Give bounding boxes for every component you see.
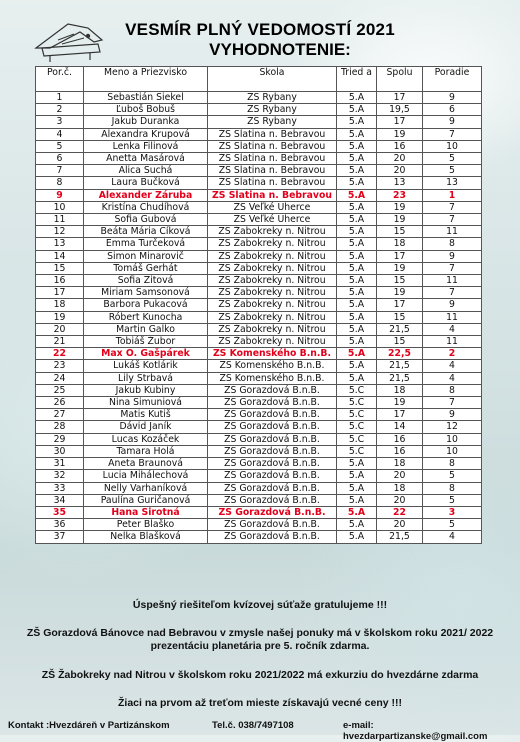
total-score: 19 bbox=[377, 201, 423, 213]
rank: 8 bbox=[423, 458, 482, 470]
gorazdova-prize-message bbox=[0, 627, 520, 653]
rank: 9 bbox=[423, 409, 482, 421]
footer-email[interactable]: e-mail: hvezdarpartizanske@gmail.com bbox=[343, 720, 488, 742]
school-name: ZŠ Žabokreky n. Nitrou bbox=[208, 262, 337, 274]
school-name: ZŠ Gorazdová B.n.B. bbox=[208, 397, 337, 409]
column-header-class: Tried a bbox=[337, 67, 377, 92]
rank: 9 bbox=[423, 250, 482, 262]
rank: 12 bbox=[423, 421, 482, 433]
rank: 5 bbox=[423, 470, 482, 482]
row-number: 7 bbox=[36, 165, 84, 177]
rank: 8 bbox=[423, 482, 482, 494]
participant-name: Barbora Pukacová bbox=[84, 299, 208, 311]
row-number: 6 bbox=[36, 153, 84, 165]
table-row bbox=[36, 262, 482, 274]
row-number: 10 bbox=[36, 201, 84, 213]
total-score: 16 bbox=[377, 140, 423, 152]
school-name: ZŠ Gorazdová B.n.B. bbox=[208, 470, 337, 482]
participant-name: Šimon Minarovič bbox=[84, 250, 208, 262]
total-score: 17 bbox=[377, 116, 423, 128]
participant-name: Alica Suchá bbox=[84, 165, 208, 177]
row-number: 22 bbox=[36, 348, 84, 360]
rank: 5 bbox=[423, 165, 482, 177]
school-name: ZŠ Žabokreky n. Nitrou bbox=[208, 226, 337, 238]
row-number: 12 bbox=[36, 226, 84, 238]
table-row bbox=[36, 177, 482, 189]
row-number: 20 bbox=[36, 323, 84, 335]
school-name: ZŠ Slatina n. Bebravou bbox=[208, 165, 337, 177]
participant-name: Lukáš Kotlárik bbox=[84, 360, 208, 372]
total-score: 21,5 bbox=[377, 323, 423, 335]
class: 5.A bbox=[337, 128, 377, 140]
gorazdova-line-2: prezentáciu planetária pre 5. ročník zdarma. bbox=[150, 640, 370, 652]
row-number: 17 bbox=[36, 287, 84, 299]
row-number: 4 bbox=[36, 128, 84, 140]
class: 5.A bbox=[337, 189, 377, 201]
total-score: 23 bbox=[377, 189, 423, 201]
total-score: 14 bbox=[377, 421, 423, 433]
total-score: 19 bbox=[377, 262, 423, 274]
total-score: 19 bbox=[377, 214, 423, 226]
row-number: 35 bbox=[36, 506, 84, 518]
school-name: ZŠ Veľké Uherce bbox=[208, 201, 337, 213]
table-row bbox=[36, 116, 482, 128]
total-score: 17 bbox=[377, 409, 423, 421]
row-number: 8 bbox=[36, 177, 84, 189]
school-name: ZŠ Gorazdová B.n.B. bbox=[208, 519, 337, 531]
class: 5.A bbox=[337, 470, 377, 482]
row-number: 26 bbox=[36, 397, 84, 409]
rank: 9 bbox=[423, 299, 482, 311]
school-name: ZŠ Gorazdová B.n.B. bbox=[208, 421, 337, 433]
class: 5.A bbox=[337, 177, 377, 189]
rank: 7 bbox=[423, 262, 482, 274]
participant-name: Beáta Mária Číková bbox=[84, 226, 208, 238]
rank: 8 bbox=[423, 238, 482, 250]
participant-name: Lucia Mihálechová bbox=[84, 470, 208, 482]
rank: 10 bbox=[423, 445, 482, 457]
class: 5.C bbox=[337, 445, 377, 457]
class: 5.A bbox=[337, 275, 377, 287]
table-row bbox=[36, 482, 482, 494]
total-score: 20 bbox=[377, 165, 423, 177]
class: 5.A bbox=[337, 165, 377, 177]
table-row bbox=[36, 397, 482, 409]
class: 5.A bbox=[337, 482, 377, 494]
row-number: 15 bbox=[36, 262, 84, 274]
class: 5.C bbox=[337, 433, 377, 445]
row-number: 33 bbox=[36, 482, 84, 494]
table-row bbox=[36, 165, 482, 177]
school-name: ZŠ Gorazdová B.n.B. bbox=[208, 384, 337, 396]
table-row bbox=[36, 360, 482, 372]
participant-name: Miriam Samsonová bbox=[84, 287, 208, 299]
school-name: ZŠ Žabokreky n. Nitrou bbox=[208, 311, 337, 323]
column-header-number: Por.č. bbox=[36, 67, 84, 92]
school-name: ZŠ Rybany bbox=[208, 104, 337, 116]
total-score: 17 bbox=[377, 92, 423, 104]
class: 5.A bbox=[337, 458, 377, 470]
total-score: 13 bbox=[377, 177, 423, 189]
table-row bbox=[36, 153, 482, 165]
total-score: 15 bbox=[377, 311, 423, 323]
table-row bbox=[36, 458, 482, 470]
school-name: ZŠ Gorazdová B.n.B. bbox=[208, 494, 337, 506]
row-number: 24 bbox=[36, 372, 84, 384]
class: 5.C bbox=[337, 421, 377, 433]
total-score: 19 bbox=[377, 397, 423, 409]
class: 5.A bbox=[337, 92, 377, 104]
school-name: ZŠ Žabokreky n. Nitrou bbox=[208, 238, 337, 250]
row-number: 34 bbox=[36, 494, 84, 506]
total-score: 19 bbox=[377, 128, 423, 140]
total-score: 21,5 bbox=[377, 531, 423, 543]
rank: 8 bbox=[423, 384, 482, 396]
row-number: 16 bbox=[36, 275, 84, 287]
rank: 1 bbox=[423, 189, 482, 201]
class: 5.A bbox=[337, 140, 377, 152]
participant-name: Kristína Chudíhová bbox=[84, 201, 208, 213]
total-score: 15 bbox=[377, 336, 423, 348]
results-table bbox=[35, 66, 482, 544]
total-score: 21,5 bbox=[377, 372, 423, 384]
rank: 10 bbox=[423, 140, 482, 152]
participant-name: Nelly Varhaníková bbox=[84, 482, 208, 494]
zabokreky-prize-message: ZŠ Žabokreky nad Nitrou v školskom roku 2021/2022 má exkurziu do hvezdárne zdarma bbox=[41, 669, 479, 681]
total-score: 15 bbox=[377, 226, 423, 238]
total-score: 20 bbox=[377, 519, 423, 531]
row-number: 27 bbox=[36, 409, 84, 421]
class: 5.C bbox=[337, 397, 377, 409]
table-row bbox=[36, 250, 482, 262]
total-score: 17 bbox=[377, 299, 423, 311]
table-row bbox=[36, 275, 482, 287]
rank: 6 bbox=[423, 104, 482, 116]
participant-name: Jakub Duranka bbox=[84, 116, 208, 128]
class: 5.A bbox=[337, 531, 377, 543]
school-name: ZŠ Komenského B.n.B. bbox=[208, 348, 337, 360]
school-name: ZŠ Komenského B.n.B. bbox=[208, 372, 337, 384]
rank: 5 bbox=[423, 519, 482, 531]
row-number: 37 bbox=[36, 531, 84, 543]
school-name: ZŠ Gorazdová B.n.B. bbox=[208, 445, 337, 457]
school-name: ZŠ Slatina n. Bebravou bbox=[208, 153, 337, 165]
class: 5.C bbox=[337, 409, 377, 421]
class: 5.C bbox=[337, 384, 377, 396]
table-row bbox=[36, 311, 482, 323]
row-number: 13 bbox=[36, 238, 84, 250]
class: 5.A bbox=[337, 262, 377, 274]
page-title: VESMÍR PLNÝ VEDOMOSTÍ 2021 bbox=[125, 20, 395, 39]
table-row bbox=[36, 519, 482, 531]
rank: 9 bbox=[423, 116, 482, 128]
table-row bbox=[36, 433, 482, 445]
class: 5.A bbox=[337, 287, 377, 299]
participant-name: Jakub Kubiny bbox=[84, 384, 208, 396]
table-row bbox=[36, 494, 482, 506]
total-score: 22,5 bbox=[377, 348, 423, 360]
participant-name: Hana Sirotná bbox=[84, 506, 208, 518]
column-header-total: Spolu bbox=[377, 67, 423, 92]
rank: 3 bbox=[423, 506, 482, 518]
total-score: 18 bbox=[377, 384, 423, 396]
class: 5.A bbox=[337, 372, 377, 384]
class: 5.A bbox=[337, 336, 377, 348]
table-row bbox=[36, 323, 482, 335]
participant-name: Alexander Záruba bbox=[84, 189, 208, 201]
class: 5.A bbox=[337, 506, 377, 518]
table-row bbox=[36, 214, 482, 226]
participant-name: Sebastián Siekel bbox=[84, 92, 208, 104]
school-name: ZŠ Komenského B.n.B. bbox=[208, 360, 337, 372]
rank: 4 bbox=[423, 531, 482, 543]
table-row bbox=[36, 299, 482, 311]
school-name: ZŠ Slatina n. Bebravou bbox=[208, 140, 337, 152]
rank: 7 bbox=[423, 287, 482, 299]
row-number: 1 bbox=[36, 92, 84, 104]
school-name: ZŠ Žabokreky n. Nitrou bbox=[208, 323, 337, 335]
winner-row bbox=[36, 348, 482, 360]
participant-name: Tobiáš Žubor bbox=[84, 336, 208, 348]
participant-name: Tamara Holá bbox=[84, 445, 208, 457]
row-number: 21 bbox=[36, 336, 84, 348]
rank: 4 bbox=[423, 372, 482, 384]
row-number: 5 bbox=[36, 140, 84, 152]
participant-name: Paulína Guričanová bbox=[84, 494, 208, 506]
class: 5.A bbox=[337, 201, 377, 213]
participant-name: Martin Galko bbox=[84, 323, 208, 335]
table-row bbox=[36, 470, 482, 482]
row-number: 36 bbox=[36, 519, 84, 531]
column-header-school: Škola bbox=[208, 67, 337, 92]
table-row bbox=[36, 238, 482, 250]
rank: 5 bbox=[423, 494, 482, 506]
winner-row bbox=[36, 506, 482, 518]
gorazdova-line-1: ZŠ Gorazdová Bánovce nad Bebravou v zmysle našej ponuky má v školskom roku 2021/ 2022 bbox=[26, 627, 494, 639]
page-subtitle: VYHODNOTENIE: bbox=[209, 40, 351, 59]
row-number: 11 bbox=[36, 214, 84, 226]
table-row bbox=[36, 226, 482, 238]
school-name: ZŠ Rybany bbox=[208, 92, 337, 104]
table-row bbox=[36, 409, 482, 421]
participant-name: Anetta Masárová bbox=[84, 153, 208, 165]
total-score: 21,5 bbox=[377, 360, 423, 372]
column-header-name: Meno a Priezvisko bbox=[84, 67, 208, 92]
class: 5.A bbox=[337, 250, 377, 262]
class: 5.A bbox=[337, 104, 377, 116]
rank: 2 bbox=[423, 348, 482, 360]
class: 5.A bbox=[337, 214, 377, 226]
participant-name: Nina Šimuniová bbox=[84, 397, 208, 409]
total-score: 16 bbox=[377, 433, 423, 445]
table-row bbox=[36, 92, 482, 104]
class: 5.A bbox=[337, 494, 377, 506]
table-row bbox=[36, 384, 482, 396]
row-number: 14 bbox=[36, 250, 84, 262]
total-score: 22 bbox=[377, 506, 423, 518]
participant-name: Alexandra Krupová bbox=[84, 128, 208, 140]
participant-name: Emma Turčeková bbox=[84, 238, 208, 250]
table-row bbox=[36, 201, 482, 213]
participant-name: Tomáš Gerhát bbox=[84, 262, 208, 274]
row-number: 2 bbox=[36, 104, 84, 116]
total-score: 20 bbox=[377, 153, 423, 165]
total-score: 15 bbox=[377, 275, 423, 287]
school-name: ZŠ Gorazdová B.n.B. bbox=[208, 506, 337, 518]
row-number: 19 bbox=[36, 311, 84, 323]
table-row bbox=[36, 445, 482, 457]
class: 5.A bbox=[337, 238, 377, 250]
table-row bbox=[36, 128, 482, 140]
row-number: 32 bbox=[36, 470, 84, 482]
total-score: 16 bbox=[377, 445, 423, 457]
rank: 9 bbox=[423, 92, 482, 104]
total-score: 20 bbox=[377, 494, 423, 506]
total-score: 20 bbox=[377, 470, 423, 482]
footer-phone: Tel.č. 038/7497108 bbox=[212, 720, 294, 731]
rank: 7 bbox=[423, 214, 482, 226]
school-name: ZŠ Gorazdová B.n.B. bbox=[208, 409, 337, 421]
rank: 10 bbox=[423, 433, 482, 445]
participant-name: Lenka Filinová bbox=[84, 140, 208, 152]
school-name: ZŠ Slatina n. Bebravou bbox=[208, 177, 337, 189]
school-name: ZŠ Žabokreky n. Nitrou bbox=[208, 275, 337, 287]
rank: 7 bbox=[423, 201, 482, 213]
row-number: 18 bbox=[36, 299, 84, 311]
school-name: ZŠ Gorazdová B.n.B. bbox=[208, 482, 337, 494]
rank: 11 bbox=[423, 226, 482, 238]
school-name: ZŠ Rybany bbox=[208, 116, 337, 128]
participant-name: Peter Blaško bbox=[84, 519, 208, 531]
rank: 13 bbox=[423, 177, 482, 189]
rank: 4 bbox=[423, 323, 482, 335]
school-name: ZŠ Žabokreky n. Nitrou bbox=[208, 250, 337, 262]
total-score: 18 bbox=[377, 238, 423, 250]
class: 5.A bbox=[337, 311, 377, 323]
rank: 7 bbox=[423, 397, 482, 409]
row-number: 30 bbox=[36, 445, 84, 457]
participant-name: Max O. Gašpárek bbox=[84, 348, 208, 360]
winner-row bbox=[36, 189, 482, 201]
class: 5.A bbox=[337, 323, 377, 335]
class: 5.A bbox=[337, 519, 377, 531]
class: 5.A bbox=[337, 226, 377, 238]
total-score: 18 bbox=[377, 482, 423, 494]
table-row bbox=[36, 104, 482, 116]
participant-name: Dávid Janík bbox=[84, 421, 208, 433]
school-name: ZŠ Slatina n. Bebravou bbox=[208, 189, 337, 201]
school-name: ZŠ Veľké Uherce bbox=[208, 214, 337, 226]
rank: 11 bbox=[423, 275, 482, 287]
column-header-rank: Poradie bbox=[423, 67, 482, 92]
school-name: ZŠ Žabokreky n. Nitrou bbox=[208, 299, 337, 311]
rank: 4 bbox=[423, 360, 482, 372]
total-score: 17 bbox=[377, 250, 423, 262]
table-row bbox=[36, 372, 482, 384]
row-number: 3 bbox=[36, 116, 84, 128]
total-score: 19 bbox=[377, 287, 423, 299]
rank: 5 bbox=[423, 153, 482, 165]
rank: 11 bbox=[423, 311, 482, 323]
participant-name: Lily Štrbavá bbox=[84, 372, 208, 384]
row-number: 23 bbox=[36, 360, 84, 372]
rank: 7 bbox=[423, 128, 482, 140]
school-name: ZŠ Gorazdová B.n.B. bbox=[208, 531, 337, 543]
total-score: 19,5 bbox=[377, 104, 423, 116]
table-row bbox=[36, 140, 482, 152]
class: 5.A bbox=[337, 360, 377, 372]
row-number: 25 bbox=[36, 384, 84, 396]
row-number: 31 bbox=[36, 458, 84, 470]
class: 5.A bbox=[337, 348, 377, 360]
row-number: 9 bbox=[36, 189, 84, 201]
class: 5.A bbox=[337, 299, 377, 311]
table-row bbox=[36, 531, 482, 543]
total-score: 18 bbox=[377, 458, 423, 470]
row-number: 29 bbox=[36, 433, 84, 445]
school-name: ZŠ Žabokreky n. Nitrou bbox=[208, 287, 337, 299]
school-name: ZŠ Gorazdová B.n.B. bbox=[208, 433, 337, 445]
class: 5.A bbox=[337, 116, 377, 128]
participant-name: Sofia Gubová bbox=[84, 214, 208, 226]
row-number: 28 bbox=[36, 421, 84, 433]
table-row bbox=[36, 336, 482, 348]
participant-name: Aneta Braunová bbox=[84, 458, 208, 470]
participant-name: Matis Kutiš bbox=[84, 409, 208, 421]
table-header-row bbox=[36, 67, 482, 92]
school-name: ZŠ Žabokreky n. Nitrou bbox=[208, 336, 337, 348]
top-three-prizes-message: Žiaci na prvom až treťom mieste získavajú vecné ceny !!! bbox=[118, 697, 402, 709]
school-name: ZŠ Gorazdová B.n.B. bbox=[208, 458, 337, 470]
participant-name: Róbert Kunocha bbox=[84, 311, 208, 323]
participant-name: Sofia Zitová bbox=[84, 275, 208, 287]
participant-name: Nelka Blašková bbox=[84, 531, 208, 543]
class: 5.A bbox=[337, 153, 377, 165]
participant-name: Ľuboš Bobuš bbox=[84, 104, 208, 116]
school-name: ZŠ Slatina n. Bebravou bbox=[208, 128, 337, 140]
congrats-message: Úspešný riešiteľom kvízovej súťaže gratulujeme !!! bbox=[132, 599, 388, 611]
participant-name: Lucas Kozáček bbox=[84, 433, 208, 445]
footer-contact: Kontakt :Hvezdáreň v Partizánskom bbox=[8, 720, 170, 731]
table-row bbox=[36, 287, 482, 299]
table-row bbox=[36, 421, 482, 433]
participant-name: Laura Bučková bbox=[84, 177, 208, 189]
rank: 11 bbox=[423, 336, 482, 348]
